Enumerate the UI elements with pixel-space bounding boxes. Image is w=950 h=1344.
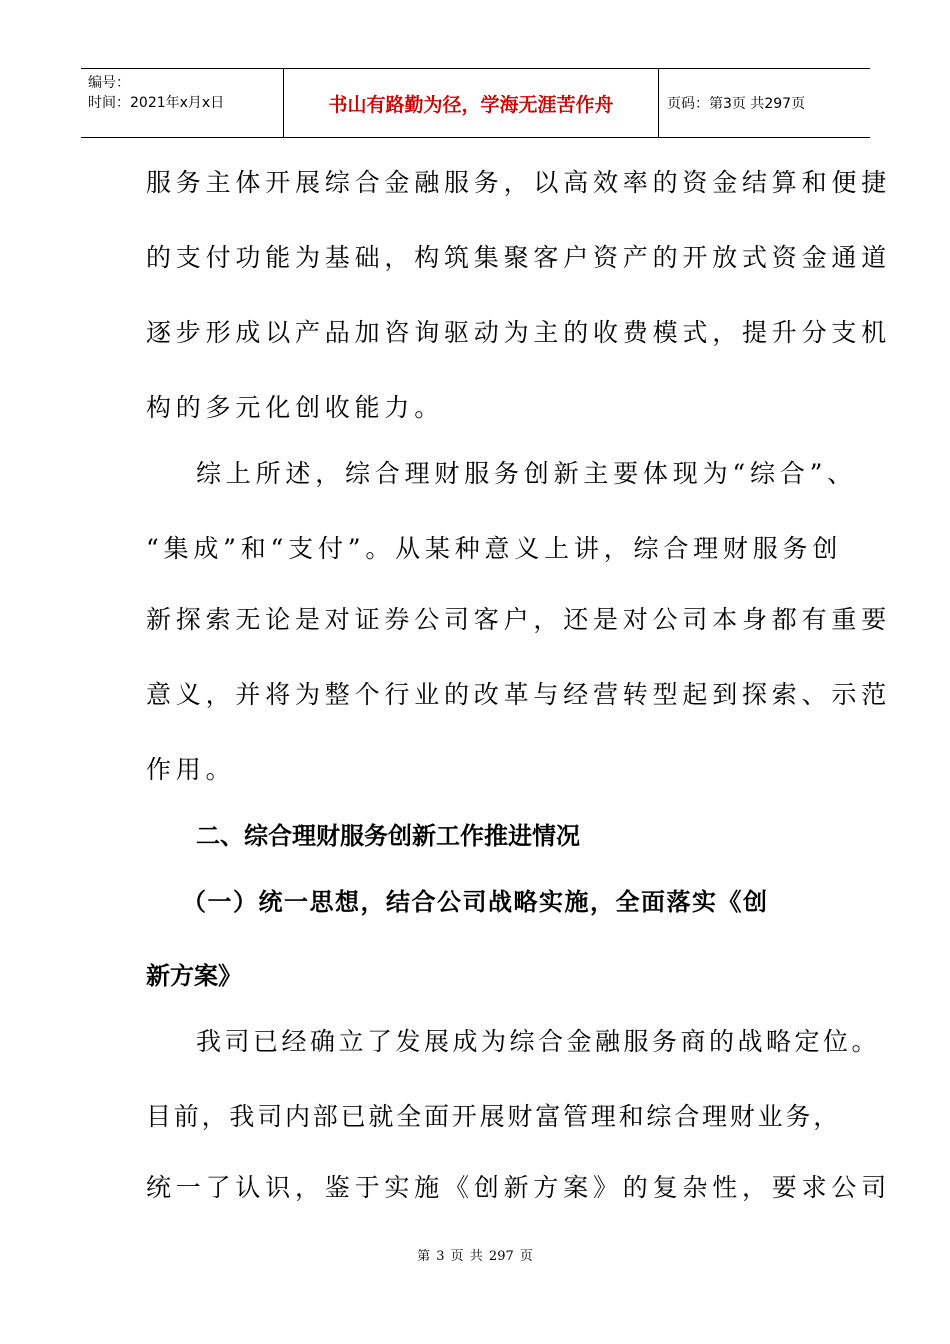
body-line-5: 综上所述，综合理财服务创新主要体现为“综合”、 (196, 459, 857, 488)
body-line-8: 意义，并将为整个行业的改革与经营转型起到探索、示范 (146, 680, 892, 709)
serial-label: 编号： (88, 75, 130, 91)
body-line-12: 统一了认识，鉴于实施《创新方案》的复杂性，要求公司 (146, 1173, 892, 1202)
header-page-info: 页码：第3页 共297页 (667, 96, 806, 112)
header-motto: 书山有路勤为径，学海无涯苦作舟 (328, 93, 614, 116)
body-line-1: 服务主体开展综合金融服务，以高效率的资金结算和便捷 (146, 168, 892, 197)
body-line-2: 的支付功能为基础，构筑集聚客户资产的开放式资金通道 (146, 243, 892, 272)
page-footer: 第 3 页 共 297 页 (417, 1249, 533, 1264)
body-line-9: 作用。 (146, 755, 236, 784)
subsection-heading-line-1: （一）统一思想，结合公司战略实施，全面落实《创 (182, 888, 769, 916)
body-line-7: 新探索无论是对证券公司客户，还是对公司本身都有重要 (146, 605, 892, 634)
body-line-11: 目前，我司内部已就全面开展财富管理和综合理财业务， (146, 1102, 842, 1131)
header-meta (88, 73, 284, 113)
body-line-3: 逐步形成以产品加咨询驱动为主的收费模式，提升分支机 (146, 318, 892, 347)
body-line-10: 我司已经确立了发展成为综合金融服务商的战略定位。 (196, 1027, 881, 1056)
date-line: 时间：2021年x月x日 (88, 95, 225, 111)
section-heading: 二、综合理财服务创新工作推进情况 (196, 822, 580, 850)
page-header (81, 68, 870, 138)
body-line-4: 构的多元化创收能力。 (146, 393, 445, 422)
subsection-heading-line-2: 新方案》 (146, 962, 242, 990)
body-line-6: “集成”和“支付”。从某种意义上讲，综合理财服务创 (146, 534, 843, 563)
